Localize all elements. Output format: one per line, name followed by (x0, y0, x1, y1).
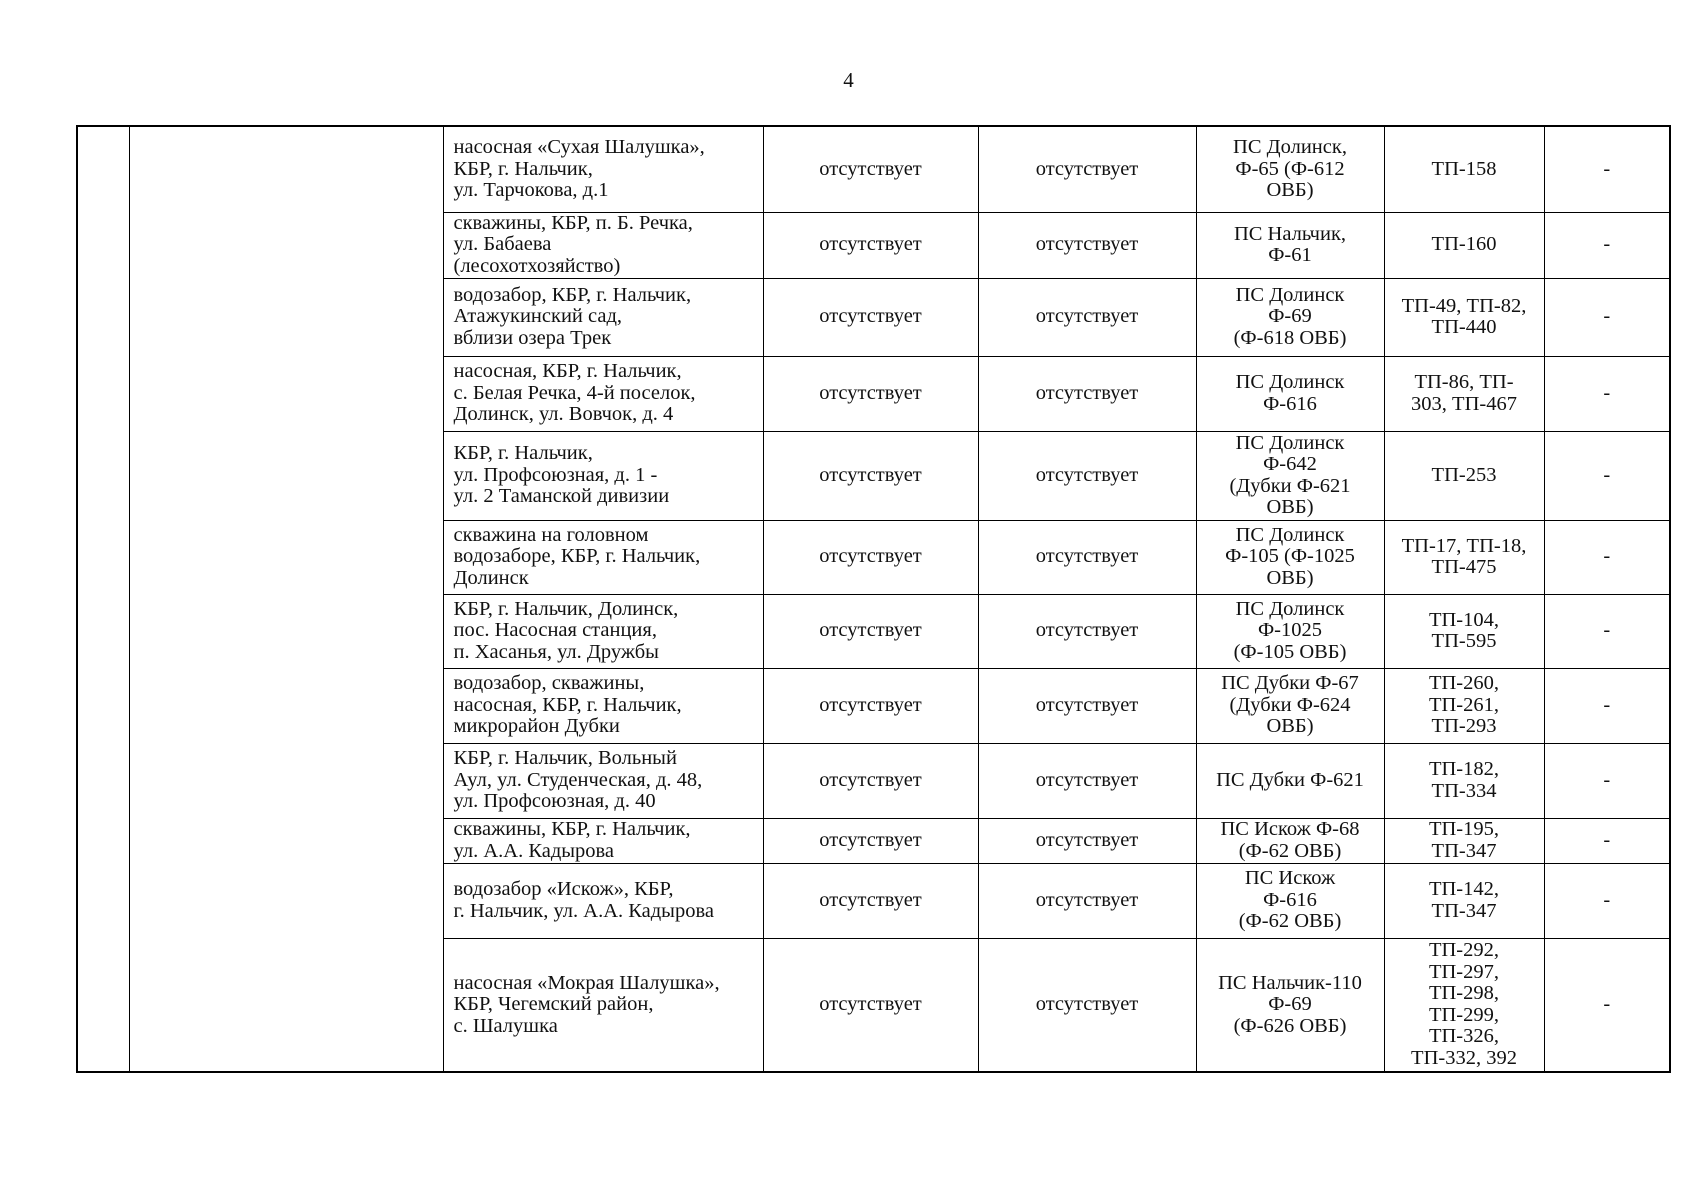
cell-line: ПС Дубки Ф-621 (1216, 768, 1364, 791)
cell-line: ТП-17, ТП-18, (1401, 534, 1527, 557)
transformer-cell (1384, 863, 1544, 938)
cell-line: КБР, г. Нальчик, (453, 442, 593, 465)
cell-line: ОВБ) (1266, 566, 1314, 589)
supply-alt-cell: отсутствует (978, 743, 1196, 818)
cell-line: (Ф-62 ОВБ) (1238, 910, 1342, 933)
cell-line: ТП-104, (1428, 608, 1500, 631)
transformer-cell (1384, 356, 1544, 431)
cell-line: ПС Долинск (1235, 371, 1345, 393)
address-cell (443, 668, 763, 743)
supply-alt-cell: отсутствует (978, 594, 1196, 668)
cell-line: ТП-332, 392 (1411, 1046, 1517, 1069)
supply-alt-cell: отсутствует (978, 818, 1196, 863)
blank-col-1 (77, 126, 129, 1072)
cell-line: ТП-160 (1431, 233, 1497, 256)
supply-cell: отсутствует (763, 520, 978, 594)
transformer-cell (1384, 126, 1544, 212)
cell-line: КБР, Чегемский район, (453, 993, 654, 1015)
transformer-cell (1384, 818, 1544, 863)
substation-cell (1196, 743, 1384, 818)
cell-line: ул. Профсоюзная, д. 40 (453, 790, 656, 813)
address-cell (443, 126, 763, 212)
supply-cell: отсутствует (763, 431, 978, 520)
note-cell: - (1544, 431, 1670, 520)
cell-line: г. Нальчик, ул. А.А. Кадырова (453, 899, 714, 922)
cell-line: Ф-69 (1268, 993, 1312, 1015)
cell-line: ПС Долинск (1235, 597, 1345, 620)
cell-line: Ф-65 (Ф-612 (1235, 157, 1345, 180)
substation-cell (1196, 668, 1384, 743)
cell-line: ПС Дубки Ф-67 (1221, 672, 1359, 695)
address-cell (443, 520, 763, 594)
transformer-cell (1384, 520, 1544, 594)
address-cell (443, 431, 763, 520)
supply-alt-cell: отсутствует (978, 356, 1196, 431)
cell-line: ул. Тарчокова, д.1 (453, 179, 609, 201)
substation-cell (1196, 356, 1384, 431)
substation-cell (1196, 520, 1384, 594)
cell-line: ОВБ) (1266, 179, 1314, 201)
supply-alt-cell: отсутствует (978, 863, 1196, 938)
cell-line: ТП-595 (1431, 630, 1497, 652)
note-cell: - (1544, 356, 1670, 431)
supply-cell: отсутствует (763, 818, 978, 863)
transformer-cell (1384, 938, 1544, 1072)
substation-cell (1196, 126, 1384, 212)
transformer-cell (1384, 278, 1544, 356)
cell-line: ТП-475 (1431, 556, 1497, 578)
substation-cell (1196, 863, 1384, 938)
transformer-cell (1384, 668, 1544, 743)
cell-line: 303, ТП-467 (1411, 392, 1517, 415)
cell-line: ТП-347 (1431, 899, 1497, 922)
address-cell (443, 212, 763, 278)
cell-line: насосная, КБР, г. Нальчик, (453, 693, 682, 716)
supply-cell: отсутствует (763, 594, 978, 668)
cell-line: п. Хасанья, ул. Дружбы (453, 640, 659, 663)
page-number: 4 (843, 68, 854, 92)
cell-line: ТП-347 (1431, 839, 1497, 862)
cell-line: ПС Искож (1244, 867, 1336, 890)
cell-line: Ф-642 (1263, 453, 1317, 475)
cell-line: ТП-261, (1428, 693, 1500, 716)
address-cell (443, 356, 763, 431)
cell-line: ТП-293 (1431, 715, 1497, 738)
cell-line: (лесохотхозяйство) (453, 254, 621, 277)
cell-line: (Ф-105 ОВБ) (1233, 640, 1347, 663)
cell-line: вблизи озера Трек (453, 326, 612, 349)
cell-line: скважина на головном (453, 523, 649, 546)
note-cell: - (1544, 818, 1670, 863)
table-body (77, 126, 1670, 1072)
address-cell (443, 743, 763, 818)
cell-line: ПС Нальчик-110 (1218, 971, 1362, 994)
cell-line: ТП-182, (1428, 758, 1500, 780)
cell-line: КБР, г. Нальчик, Долинск, (453, 597, 679, 620)
supply-alt-cell: отсутствует (978, 520, 1196, 594)
transformer-cell (1384, 743, 1544, 818)
cell-line: (Ф-626 ОВБ) (1233, 1014, 1347, 1037)
cell-line: ТП-299, (1428, 1003, 1500, 1026)
substation-cell (1196, 594, 1384, 668)
cell-line: Атажукинский сад, (453, 305, 623, 328)
note-cell: - (1544, 278, 1670, 356)
supply-alt-cell: отсутствует (978, 126, 1196, 212)
data-table (76, 125, 1671, 1073)
note-cell: - (1544, 938, 1670, 1072)
substation-cell (1196, 212, 1384, 278)
cell-line: ул. Бабаева (453, 233, 552, 256)
cell-line: скважины, КБР, г. Нальчик, (453, 818, 691, 840)
cell-line: Ф-105 (Ф-1025 (1225, 545, 1355, 568)
supply-cell: отсутствует (763, 863, 978, 938)
cell-line: ТП-195, (1428, 818, 1500, 840)
cell-line: водозабор, скважины, (453, 672, 645, 695)
cell-line: ул. 2 Таманской дивизии (453, 485, 670, 508)
supply-cell: отсутствует (763, 938, 978, 1072)
cell-line: насосная, КБР, г. Нальчик, (453, 360, 682, 383)
supply-alt-cell: отсутствует (978, 668, 1196, 743)
cell-line: ПС Долинск (1235, 431, 1345, 454)
cell-line: водозабор, КБР, г. Нальчик, (453, 283, 692, 306)
cell-line: микрорайон Дубки (453, 715, 620, 738)
supply-cell: отсутствует (763, 278, 978, 356)
cell-line: ПС Долинск (1235, 523, 1345, 546)
supply-cell: отсутствует (763, 126, 978, 212)
cell-line: насосная «Сухая Шалушка», (453, 136, 705, 158)
cell-line: ТП-297, (1428, 960, 1500, 983)
cell-line: ул. Профсоюзная, д. 1 - (453, 463, 658, 486)
cell-line: ТП-334 (1431, 779, 1497, 802)
cell-line: Ф-61 (1268, 244, 1312, 266)
cell-line: скважины, КБР, п. Б. Речка, (453, 212, 693, 234)
cell-line: Долинск, ул. Вовчок, д. 4 (453, 403, 674, 426)
cell-line: (Дубки Ф-621 (1229, 474, 1351, 497)
cell-line: ТП-298, (1428, 982, 1500, 1005)
supply-alt-cell: отсутствует (978, 278, 1196, 356)
supply-alt-cell: отсутствует (978, 212, 1196, 278)
cell-line: КБР, г. Нальчик, Вольный (453, 747, 677, 770)
cell-line: Долинск (453, 566, 529, 589)
substation-cell (1196, 431, 1384, 520)
note-cell: - (1544, 212, 1670, 278)
supply-cell: отсутствует (763, 743, 978, 818)
cell-line: ТП-440 (1431, 316, 1497, 338)
supply-cell: отсутствует (763, 668, 978, 743)
note-cell: - (1544, 863, 1670, 938)
substation-cell (1196, 278, 1384, 356)
supply-alt-cell: отсутствует (978, 431, 1196, 520)
cell-line: ТП-260, (1428, 672, 1500, 695)
supply-cell: отсутствует (763, 212, 978, 278)
cell-line: с. Белая Речка, 4-й поселок, (453, 381, 696, 404)
cell-line: с. Шалушка (453, 1014, 558, 1037)
cell-line: ПС Искож Ф-68 (1220, 818, 1360, 840)
blank-col-2 (129, 126, 443, 1072)
cell-line: ТП-292, (1428, 939, 1500, 962)
cell-line: ТП-86, ТП- (1414, 371, 1514, 393)
cell-line: водозаборе, КБР, г. Нальчик, (453, 545, 701, 568)
cell-line: ТП-49, ТП-82, (1401, 294, 1527, 317)
cell-line: (Ф-62 ОВБ) (1238, 839, 1342, 862)
address-cell (443, 863, 763, 938)
transformer-cell (1384, 212, 1544, 278)
cell-line: Ф-1025 (1257, 619, 1323, 642)
note-cell: - (1544, 668, 1670, 743)
address-cell (443, 594, 763, 668)
cell-line: Ф-616 (1263, 392, 1317, 415)
cell-line: ОВБ) (1266, 715, 1314, 738)
cell-line: пос. Насосная станция, (453, 619, 657, 642)
substation-cell (1196, 818, 1384, 863)
address-cell (443, 938, 763, 1072)
cell-line: ТП-253 (1431, 463, 1497, 486)
cell-line: Ф-69 (1268, 305, 1312, 328)
cell-line: ТП-326, (1428, 1025, 1500, 1048)
cell-line: Аул, ул. Студенческая, д. 48, (453, 768, 703, 791)
table-row (77, 126, 1670, 212)
note-cell: - (1544, 743, 1670, 818)
note-cell: - (1544, 594, 1670, 668)
cell-line: (Ф-618 ОВБ) (1233, 326, 1347, 349)
cell-line: ПС Долинск, (1233, 136, 1347, 158)
cell-line: (Дубки Ф-624 (1229, 693, 1351, 716)
cell-line: насосная «Мокрая Шалушка», (453, 971, 720, 994)
note-cell: - (1544, 520, 1670, 594)
cell-line: водозабор «Искож», КБР, (453, 878, 674, 900)
address-cell (443, 818, 763, 863)
transformer-cell (1384, 594, 1544, 668)
substation-cell (1196, 938, 1384, 1072)
supply-cell: отсутствует (763, 356, 978, 431)
cell-line: ОВБ) (1266, 496, 1314, 518)
transformer-cell (1384, 431, 1544, 520)
supply-alt-cell: отсутствует (978, 938, 1196, 1072)
cell-line: ТП-158 (1431, 157, 1497, 180)
address-cell (443, 278, 763, 356)
cell-line: ПС Долинск (1235, 283, 1345, 306)
cell-line: ПС Нальчик, (1233, 222, 1347, 245)
cell-line: Ф-616 (1263, 888, 1317, 911)
cell-line: КБР, г. Нальчик, (453, 157, 593, 180)
cell-line: ул. А.А. Кадырова (453, 839, 615, 862)
note-cell: - (1544, 126, 1670, 212)
cell-line: ТП-142, (1428, 878, 1500, 900)
